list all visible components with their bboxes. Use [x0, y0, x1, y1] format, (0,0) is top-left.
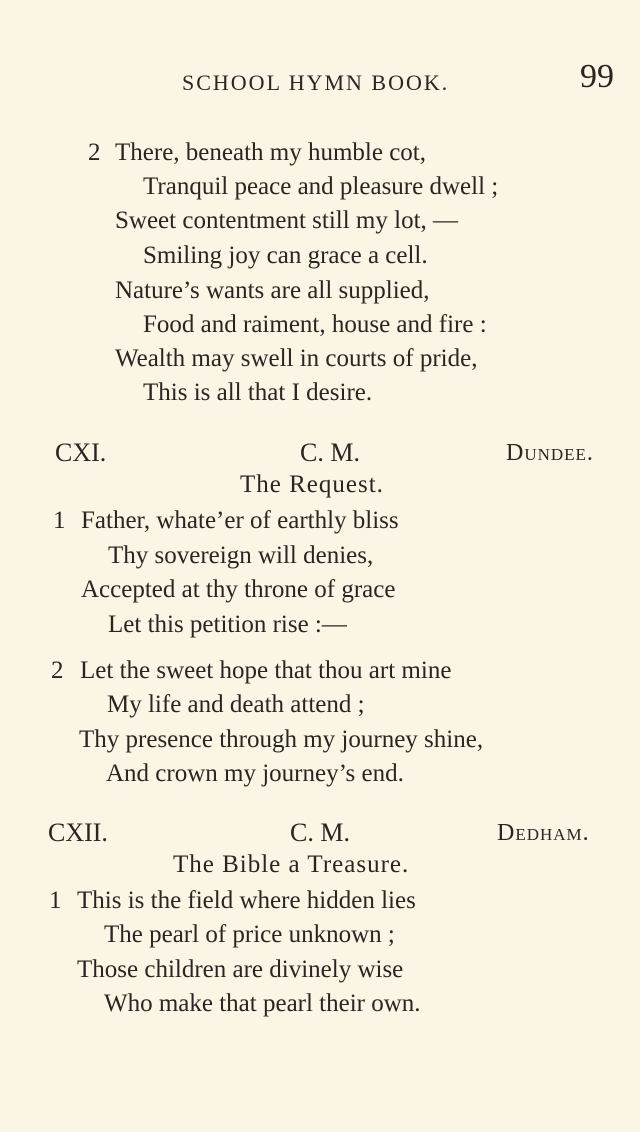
- verse-line: Let the sweet hope that thou art mine: [80, 657, 452, 684]
- verse-line: The pearl of price unknown ;: [104, 921, 395, 948]
- verse-line: My life and death attend ;: [107, 691, 365, 718]
- verse-line: This is all that I desire.: [143, 379, 373, 406]
- verse-line: Food and raiment, house and fire :: [143, 311, 487, 338]
- verse-line: Smiling joy can grace a cell.: [143, 242, 428, 269]
- verse-line: Thy sovereign will denies,: [108, 542, 374, 569]
- tune-name: Dundee.: [506, 440, 594, 466]
- verse-line: Accepted at thy throne of grace: [81, 576, 396, 603]
- stanza-number: 1: [53, 507, 66, 534]
- verse-line: Sweet contentment still my lot, —: [115, 207, 459, 234]
- verse-line: Thy presence through my journey shine,: [79, 726, 484, 753]
- stanza-number: 2: [88, 139, 101, 166]
- hymn-number: CXI.: [55, 438, 107, 467]
- hymn-number: CXII.: [48, 818, 108, 847]
- verse-line: This is the field where hidden lies: [77, 887, 416, 914]
- hymn-title: The Bible a Treasure.: [173, 851, 410, 878]
- stanza-number: 1: [49, 887, 62, 914]
- verse-line: Tranquil peace and pleasure dwell ;: [143, 173, 499, 200]
- verse-line: Who make that pearl their own.: [104, 990, 421, 1017]
- verse-line: And crown my journey’s end.: [106, 760, 404, 787]
- running-title: SCHOOL HYMN BOOK.: [182, 70, 450, 95]
- page-number: 99: [580, 58, 614, 95]
- hymn-meter: C. M.: [290, 818, 350, 847]
- hymn-title: The Request.: [240, 471, 384, 498]
- verse-line: There, beneath my humble cot,: [115, 139, 426, 166]
- verse-line: Let this petition rise :—: [108, 611, 347, 638]
- verse-line: Nature’s wants are all supplied,: [115, 277, 430, 304]
- hymn-meter: C. M.: [300, 438, 360, 467]
- verse-line: Wealth may swell in courts of pride,: [115, 345, 478, 372]
- verse-line: Those children are divinely wise: [77, 956, 404, 983]
- verse-line: Father, whate’er of earthly bliss: [81, 507, 399, 534]
- stanza-number: 2: [51, 657, 64, 684]
- tune-name: Dedham.: [497, 820, 590, 846]
